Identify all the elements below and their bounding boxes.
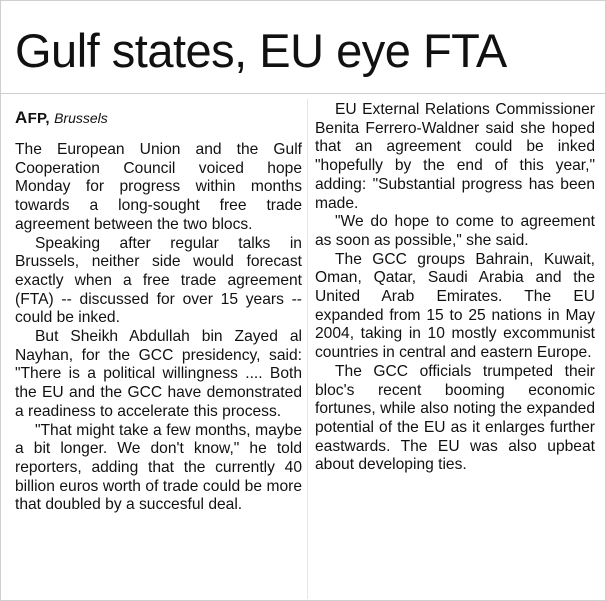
byline-agency-rest: FP, — [27, 110, 50, 127]
article-paragraph: But Sheikh Abdullah bin Zayed al Nayhan, for the GCC presidency, said: "There is a political willingness .... Both the EU and the GCC have demonstrated a readiness to accelerate this process. — [15, 328, 302, 420]
article-paragraph: "We do hope to come to agreement as soon as possible," she said. — [315, 213, 595, 249]
byline-agency-initial: A — [15, 108, 28, 127]
headline: Gulf states, EU eye FTA — [15, 24, 507, 77]
byline-city: Brussels — [54, 110, 108, 126]
article-column-right — [315, 101, 595, 475]
article-paragraph: "That might take a few months, maybe a bit longer. We don't know," he told reporters, adding that the currently 40 billion euros worth of trade could be more that doubled by a succesful deal. — [15, 421, 302, 514]
byline-agency — [15, 110, 50, 127]
headline-divider — [1, 93, 606, 94]
article-paragraph: The GCC groups Bahrain, Kuwait, Oman, Qatar, Saudi Arabia and the United Arab Emirates. The EU expanded from 15 to 25 nations in May 2004, taking in 10 mostly excommunist countries in central and eastern Europe. — [315, 250, 595, 362]
article-paragraph: EU External Relations Commissioner Benita Ferrero-Waldner said she hoped that an agreement could be inked "hopefully by the end of this year," adding: "Substantial progress has been made. — [315, 101, 595, 212]
column-gutter — [307, 99, 308, 599]
article-paragraph: The European Union and the Gulf Cooperation Council voiced hope Monday for progress within months towards a long-sought free trade agreement between the two blocs. — [15, 141, 302, 233]
article-column-left — [15, 101, 302, 515]
byline — [15, 109, 302, 128]
article-paragraph: The GCC officials trumpeted their bloc's recent booming economic fortunes, while also noting the expanded potential of the EU as it enlarges further eastwards. The EU was also upbeat about developing ties. — [315, 362, 595, 474]
article-paragraph: Speaking after regular talks in Brussels, neither side would forecast exactly when a free trade agreement (FTA) -- discussed for over 15 years -- could be inked. — [15, 234, 302, 327]
